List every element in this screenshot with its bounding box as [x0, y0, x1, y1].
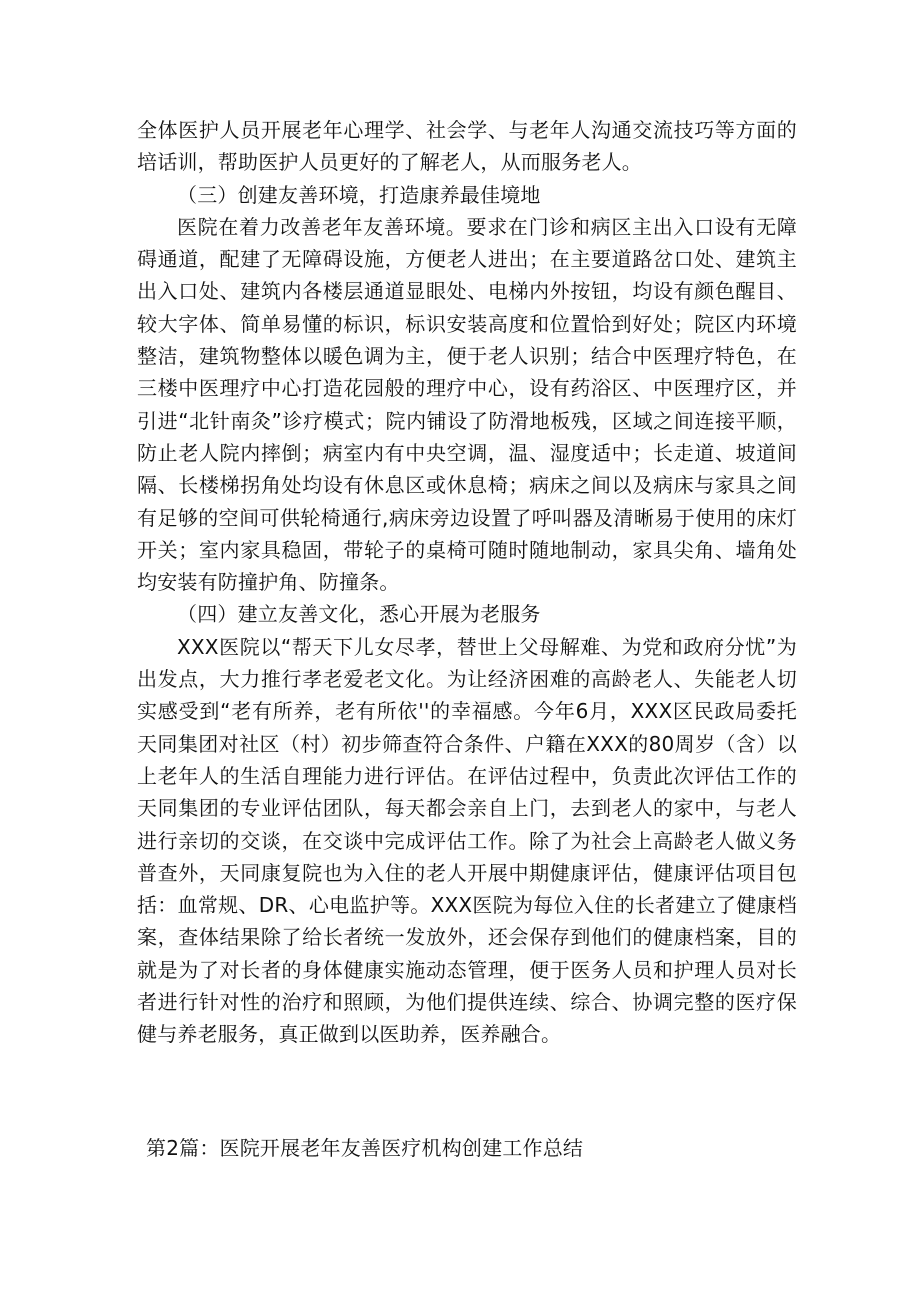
paragraph-culture: XXX医院以“帮天下儿女尽孝，替世上父母解难、为党和政府分忧”为出发点，大力推行孝老爱老文化。为让经济困难的高龄老人、失能老人切实感受到“老有所养，老有所依''的幸福感。今年6月，XXX区民政局委托天同集团对社区（村）初步筛查符合条件、户籍在XXX的80周岁（含）以上老年人的生活自理能力进行评估。在评估过程中，负责此次评估工作的天同集团的专业评估团队，每天都会亲自上门，去到老人的家中，与老人进行亲切的交谈，在交谈中完成评估工作。除了为社会上高龄老人做义务普查外，天同康复院也为入住的老人开展中期健康评估，健康评估项目包括：血常规、DR、心电监护等。XXX医院为每位入住的长者建立了健康档案，查体结果除了给长者统一发放外，还会保存到他们的健康档案，目的就是为了对长者的身体健康实施动态管理，便于医务人员和护理人员对长者进行针对性的治疗和照顾，为他们提供连续、综合、协调完整的医疗保健与养老服务，真正做到以医助养，医养融合。: [137, 634, 797, 1047]
next-article-title[interactable]: 第2篇：医院开展老年友善医疗机构创建工作总结: [146, 1136, 584, 1160]
body-text: [137, 114, 797, 1051]
paragraph-environment: 医院在着力改善老年友善环境。要求在门诊和病区主出入口设有无障碍通道，配建了无障碍设施，方便老人进出；在主要道路岔口处、建筑主出入口处、建筑内各楼层通道显眼处、电梯内外按钮，均设有颜色醒目、较大字体、简单易懂的标识，标识安装高度和位置恰到好处；院区内环境整洁，建筑物整体以暖色调为主，便于老人识别；结合中医理疗特色，在三楼中医理疗中心打造花园般的理疗中心，设有药浴区、中医理疗区，并引进“北针南灸”诊疗模式；院内铺设了防滑地板残，区域之间连接平顺，防止老人院内摔倒；病室内有中央空调，温、湿度适中；长走道、坡道间隔、长楼梯拐角处均设有休息区或休息椅；病床之间以及病床与家具之间有足够的空间可供轮椅通行,病床旁边设置了呼叫器及清晰易于使用的床灯开关；室内家具稳固，带轮子的桌椅可随时随地制动，家具尖角、墙角处均安装有防撞护角、防撞条。: [137, 214, 797, 595]
section-heading-environment: （三）创建友善环境，打造康养最佳境地: [177, 182, 541, 207]
paragraph-training-continuation: 全体医护人员开展老年心理学、社会学、与老年人沟通交流技巧等方面的培话训，帮助医护人员更好的了解老人，从而服务老人。: [137, 118, 797, 175]
section-heading-culture: （四）建立友善文化，悉心开展为老服务: [177, 602, 541, 627]
